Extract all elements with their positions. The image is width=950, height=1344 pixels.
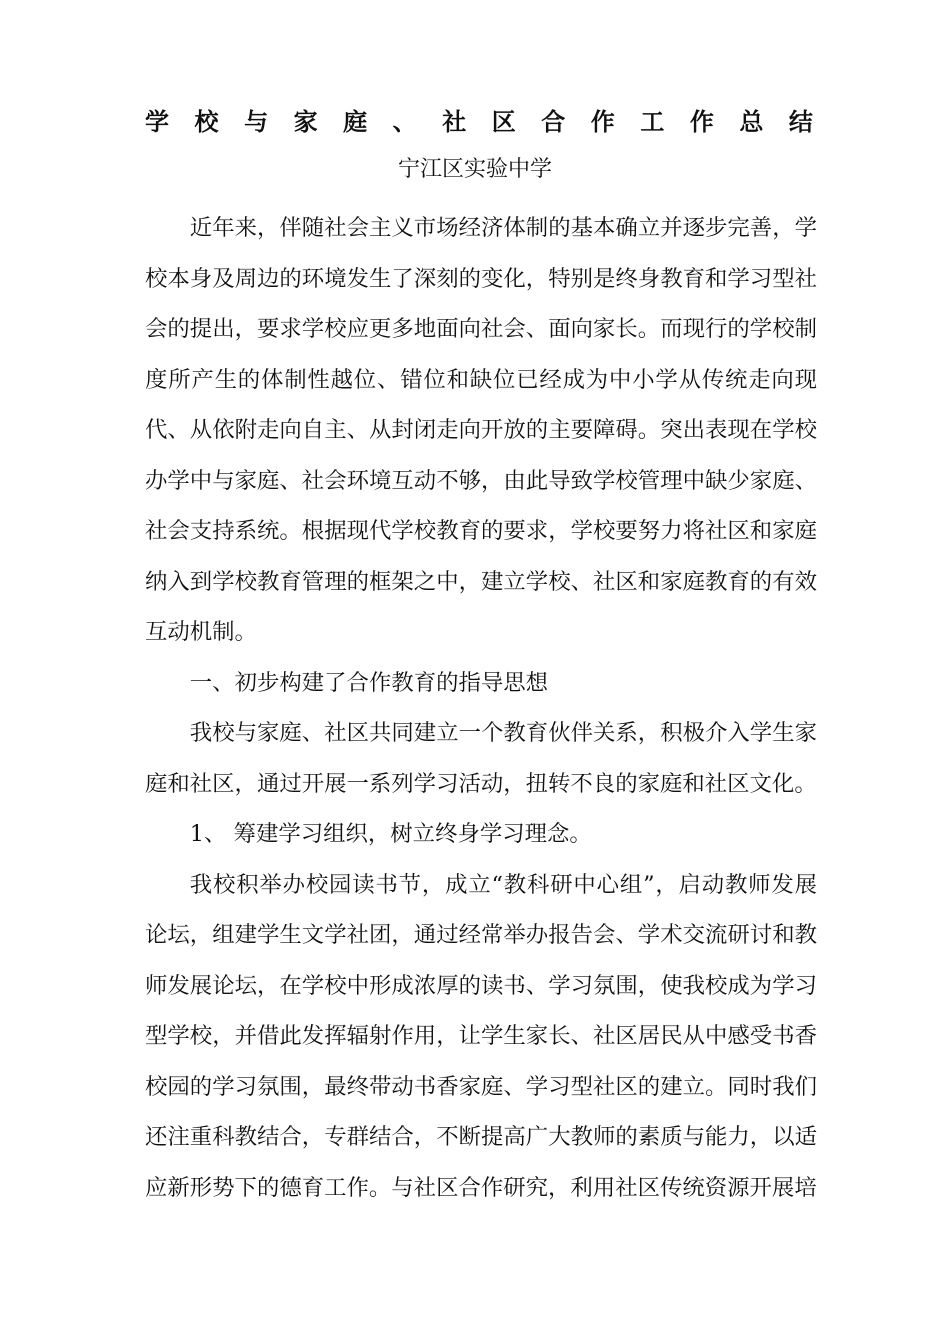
title-char: 总 [739,107,764,136]
document-title [145,104,813,140]
title-char: 校 [194,107,219,136]
title-char: 合 [541,107,566,136]
title-char: 学 [145,107,169,136]
subsection-heading: 1、 筹建学习组织，树立终身学习理念。 [189,821,592,847]
title-char: 、 [392,107,417,136]
paragraph-intro: 近年来，伴随社会主义市场经济体制的基本确立并逐步完善，学校本身及周边的环境发生了深刻的变化，特别是终身教育和学习型社会的提出，要求学校应更多地面向社会、面向家长。而现行的学校制度所产生的体制性越位、错位和缺位已经成为中小学从传统走向现代、从依附走向自主、从封闭走向开放的主要障碍。突出表现在学校办学中与家庭、社会环境互动不够，由此导致学校管理中缺少家庭、社会支持系统。根据现代学校教育的要求，学校要努力将社区和家庭纳入到学校教育管理的框架之中，建立学校、社区和家庭教育的有效互动机制。 [145,215,817,645]
title-char: 庭 [343,107,368,136]
title-char: 社 [442,107,467,136]
paragraph-learning-organization: 我校积举办校园读书节，成立“教科研中心组”，启动教师发展论坛，组建学生文学社团，通过经常举办报告会、学术交流研讨和教师发展论坛，在学校中形成浓厚的读书、学习氛围，使我校成为学习型学校，并借此发挥辐射作用，让学生家长、社区居民从中感受书香校园的学习氛围，最终带动书香家庭、学习型社区的建立。同时我们还注重科教结合，专群结合，不断提高广大教师的素质与能力，以适应新形势下的德育工作。与社区合作研究，利用社区传统资源开展培 [145,871,817,1201]
title-char: 作 [689,107,714,136]
section-heading: 一、初步构建了合作教育的指导思想 [189,669,549,696]
title-char: 与 [244,107,269,136]
document-subtitle: 宁江区实验中学 [397,157,552,182]
title-char: 作 [590,107,615,136]
title-char: 工 [640,107,665,136]
title-char: 区 [491,107,516,136]
document-body [145,203,817,1213]
paragraph-partnership: 我校与家庭、社区共同建立一个教育伙伴关系，积极介入学生家庭和社区，通过开展一系列学习活动，扭转不良的家庭和社区文化。 [145,720,817,797]
title-char: 家 [293,107,318,136]
title-char: 结 [788,107,813,136]
